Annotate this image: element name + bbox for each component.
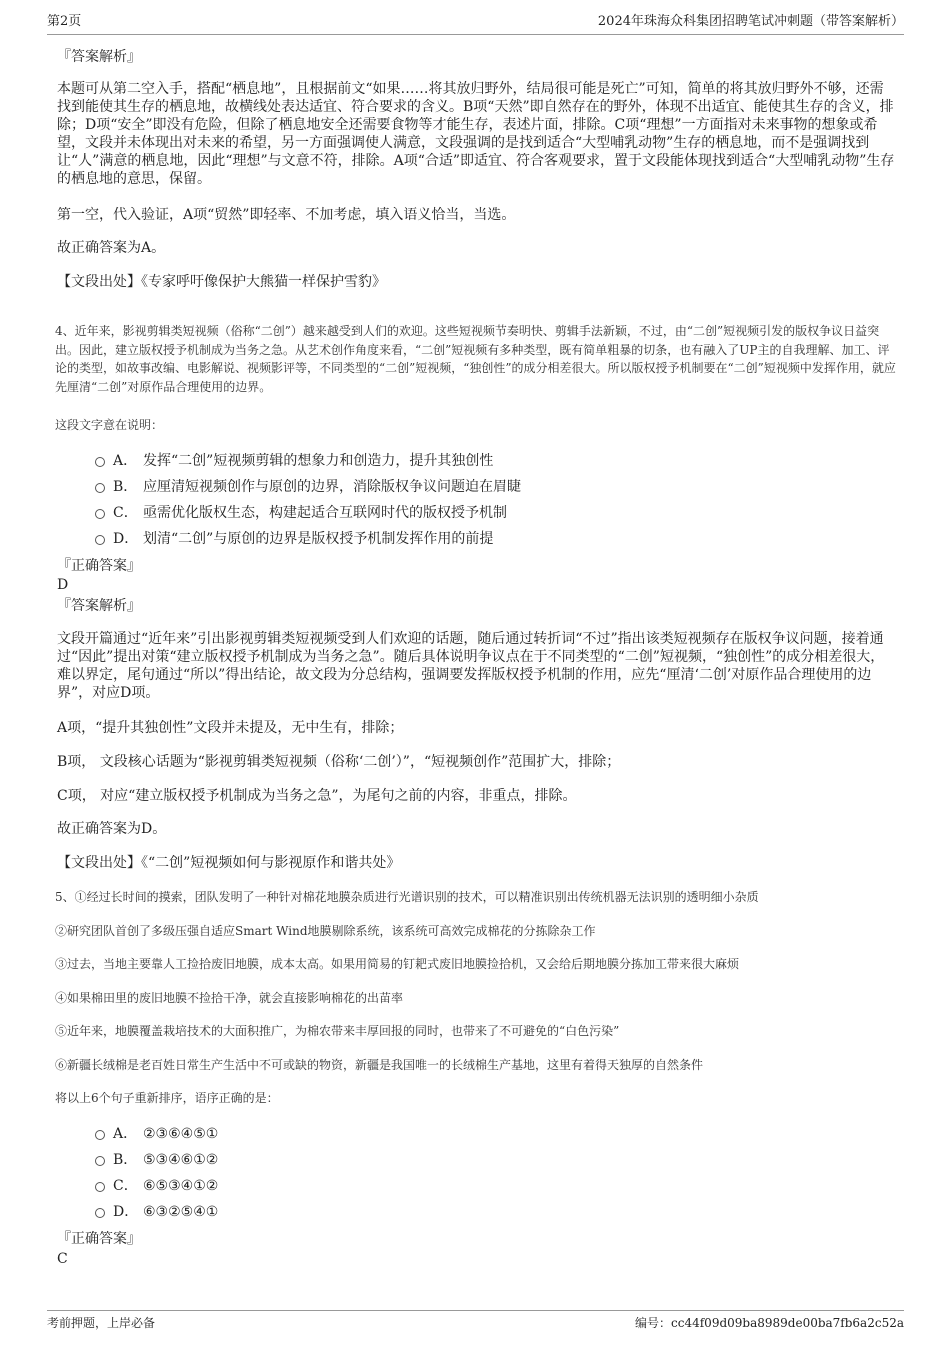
document-code: 编号：cc44f09d09ba8989de00ba7fb6a2c52a	[635, 1316, 904, 1330]
q5-option-d[interactable]: D． ⑥③②⑤④①	[95, 1203, 218, 1221]
q5-sentence-3: ③过去，当地主要靠人工捡拾废旧地膜，成本太高。如果用简易的钉耙式废旧地膜捡拾机，又会给后期地膜分拣加工带来很大麻烦	[55, 957, 740, 971]
q4-prompt: 这段文字意在说明：	[55, 418, 164, 432]
q4-conclusion: 故正确答案为D。	[57, 821, 167, 837]
radio-icon[interactable]	[95, 535, 105, 545]
document-title: 2024年珠海众科集团招聘笔试冲刺题（带答案解析）	[597, 14, 904, 29]
page-footer	[47, 1310, 904, 1333]
q3-analysis-paragraph: 本题可从第二空入手，搭配“栖息地”，且根据前文“如果……将其放归野外，结局很可能是死亡”可知，简单的将其放归野外不够，还需找到能使其生存的栖息地，故横线处表达适宜、符合要求的含义。B项“天然”即自然存在的野外，体现不出适宜、能使其生存的含义，排除；D项“安全”即没有危险，但除了栖息地安全还需要食物等才能生存，表述片面，排除。C项“理想”一方面指对未来事物的想象或希望，文段并未体现出对未来的希望，另一方面强调使人满意，文段强调的是找到适合“大型哺乳动物”生存的栖息地，而不是强调找到让“人”满意的栖息地，因此“理想”与文意不符，排除。A项“合适”即适宜、符合客观要求，置于文段能体现找到适合“大型哺乳动物”生存的栖息地的意思，保留。	[57, 81, 895, 187]
page-number: 第2页	[47, 14, 82, 29]
q5-sentence-1: 5、①经过长时间的摸索，团队发明了一种针对棉花地膜杂质进行光谱识别的技术，可以精准识别出传统机器无法识别的透明细小杂质	[55, 890, 759, 904]
answer-analysis-label: 『答案解析』	[57, 49, 141, 65]
q5-sentence-4: ④如果棉田里的废旧地膜不捡拾干净，就会直接影响棉花的出苗率	[55, 991, 404, 1005]
radio-icon[interactable]	[95, 457, 105, 467]
q4-analysis-a: A项，“提升其独创性”文段并未提及，无中生有，排除；	[57, 720, 404, 736]
q4-option-a[interactable]: A． 发挥“二创”短视频剪辑的想象力和创造力，提升其独创性	[95, 452, 493, 470]
q5-option-b[interactable]: B． ⑤③④⑥①②	[95, 1151, 218, 1169]
q4-analysis-c: C项， 对应“建立版权授予机制成为当务之急”，为尾句之前的内容，非重点，排除。	[57, 788, 577, 804]
q5-option-a[interactable]: A． ②③⑥④⑤①	[95, 1125, 218, 1143]
page-header	[47, 10, 904, 35]
q3-analysis-first-blank: 第一空，代入验证，A项“贸然”即轻率、不加考虑，填入语义恰当，当选。	[57, 207, 516, 223]
q5-sentence-6: ⑥新疆长绒棉是老百姓日常生产生活中不可或缺的物资，新疆是我国唯一的长绒棉生产基地，这里有着得天独厚的自然条件	[55, 1058, 704, 1072]
radio-icon[interactable]	[95, 1156, 105, 1166]
q5-correct-answer: C	[57, 1251, 68, 1267]
radio-icon[interactable]	[95, 483, 105, 493]
q4-option-d[interactable]: D． 划清“二创”与原创的边界是版权授予机制发挥作用的前提	[95, 530, 493, 548]
correct-answer-label: 『正确答案』	[57, 558, 141, 574]
answer-analysis-label: 『答案解析』	[57, 598, 141, 614]
q5-sentence-2: ②研究团队首创了多级压强自适应Smart Wind地膜剔除系统，该系统可高效完成棉花的分拣除杂工作	[55, 924, 596, 938]
q3-source: 【文段出处】《专家呼吁像保护大熊猫一样保护雪豹》	[57, 274, 386, 290]
q4-analysis-b: B项， 文段核心话题为“影视剪辑类短视频（俗称‘二创’）”，“短视频创作”范围扩大，排除；	[57, 754, 621, 770]
q5-option-c[interactable]: C． ⑥⑤③④①②	[95, 1177, 218, 1195]
footer-slogan: 考前押题，上岸必备	[47, 1316, 156, 1330]
radio-icon[interactable]	[95, 1182, 105, 1192]
correct-answer-label: 『正确答案』	[57, 1231, 141, 1247]
q4-analysis-paragraph: 文段开篇通过“近年来”引出影视剪辑类短视频受到人们欢迎的话题，随后通过转折词“不过”指出该类短视频存在版权争议问题，接着通过“因此”提出对策“建立版权授予机制成为当务之急”。随后具体说明争议点在于不同类型的“二创”短视频，“独创性”的成分相差很大，难以界定，尾句通过“所以”得出结论，故文段为分总结构，强调要发挥版权授予机制的作用，应先“厘清‘二创’对原作品合理使用的边界”，对应D项。	[57, 631, 885, 701]
q4-stem: 4、近年来，影视剪辑类短视频（俗称“二创”）越来越受到人们的欢迎。这些短视频节奏明快、剪辑手法新颖，不过，由“二创”短视频引发的版权争议日益突出。因此，建立版权授予机制成为当务之急。从艺术创作角度来看，“二创”短视频有多种类型，既有简单粗暴的切条，也有融入了UP主的自我理解、加工、评论的类型，如故事改编、电影解说、视频影评等，不同类型的“二创”短视频，“独创性”的成分相差很大。所以版权授予机制要在“二创”短视频中发挥作用，就应先厘清“二创”对原作品合理使用的边界。	[55, 324, 896, 394]
radio-icon[interactable]	[95, 1208, 105, 1218]
q4-option-c[interactable]: C． 亟需优化版权生态，构建起适合互联网时代的版权授予机制	[95, 504, 507, 522]
q5-sentence-5: ⑤近年来，地膜覆盖栽培技术的大面积推广，为棉农带来丰厚回报的同时，也带来了不可避免的“白色污染”	[55, 1024, 620, 1038]
radio-icon[interactable]	[95, 1130, 105, 1140]
q5-prompt: 将以上6个句子重新排序，语序正确的是：	[55, 1091, 279, 1105]
q4-correct-answer: D	[57, 577, 69, 593]
q4-source: 【文段出处】《“二创”短视频如何与影视原作和谐共处》	[57, 855, 401, 871]
radio-icon[interactable]	[95, 509, 105, 519]
q3-conclusion: 故正确答案为A。	[57, 240, 166, 256]
q4-option-b[interactable]: B． 应厘清短视频创作与原创的边界，消除版权争议问题迫在眉睫	[95, 478, 521, 496]
